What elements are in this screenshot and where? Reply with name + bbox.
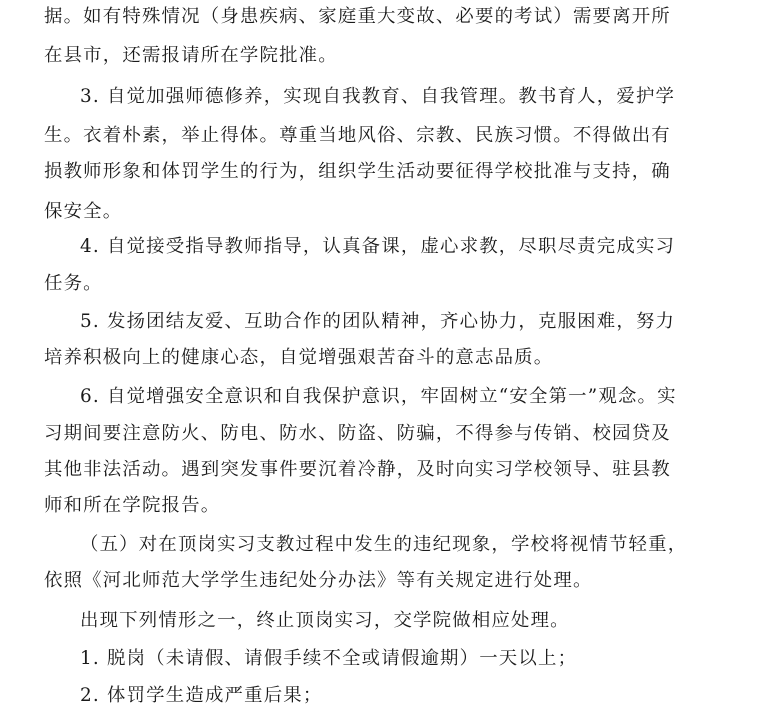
- text-line: 依照《河北师范大学学生违纪处分办法》等有关规定进行处理。: [44, 570, 593, 591]
- text-line: 3. 自觉加强师德修养，实现自我教育、自我管理。教书育人，爱护学: [80, 86, 676, 107]
- text-line: 师和所在学院报告。: [44, 495, 221, 516]
- text-line: 保安全。: [44, 201, 123, 222]
- text-line: 2. 体罚学生造成严重后果；: [80, 685, 323, 705]
- text-line: 习期间要注意防火、防电、防水、防盗、防骗，不得参与传销、校园贷及: [44, 423, 671, 444]
- text-line: 其他非法活动。遇到突发事件要沉着冷静，及时向实习学校领导、驻县教: [44, 459, 671, 480]
- text-line: 5. 发扬团结友爱、互助合作的团队精神，齐心协力，克服困难，努力: [80, 311, 676, 332]
- text-line: 出现下列情形之一，终止顶岗实习，交学院做相应处理。: [80, 610, 570, 631]
- text-line: 据。如有特殊情况（身患疾病、家庭重大变故、必要的考试）需要离开所: [44, 6, 671, 27]
- text-line: 损教师形象和体罚学生的行为，组织学生活动要征得学校批准与支持，确: [44, 161, 671, 182]
- text-line: 在县市，还需报请所在学院批准。: [44, 45, 338, 66]
- text-line: 任务。: [44, 273, 103, 294]
- text-line: 6. 自觉增强安全意识和自我保护意识，牢固树立“安全第一”观念。实: [80, 386, 677, 407]
- text-line: 生。衣着朴素，举止得体。尊重当地风俗、宗教、民族习惯。不得做出有: [44, 125, 671, 146]
- text-line: 4. 自觉接受指导教师指导，认真备课，虚心求教，尽职尽责完成实习: [80, 236, 676, 257]
- text-line: （五）对在顶岗实习支教过程中发生的违纪现象，学校将视情节轻重，: [80, 534, 688, 555]
- text-line: 培养积极向上的健康心态，自觉增强艰苦奋斗的意志品质。: [44, 347, 554, 368]
- text-line: 1. 脱岗（未请假、请假手续不全或请假逾期）一天以上；: [80, 648, 578, 669]
